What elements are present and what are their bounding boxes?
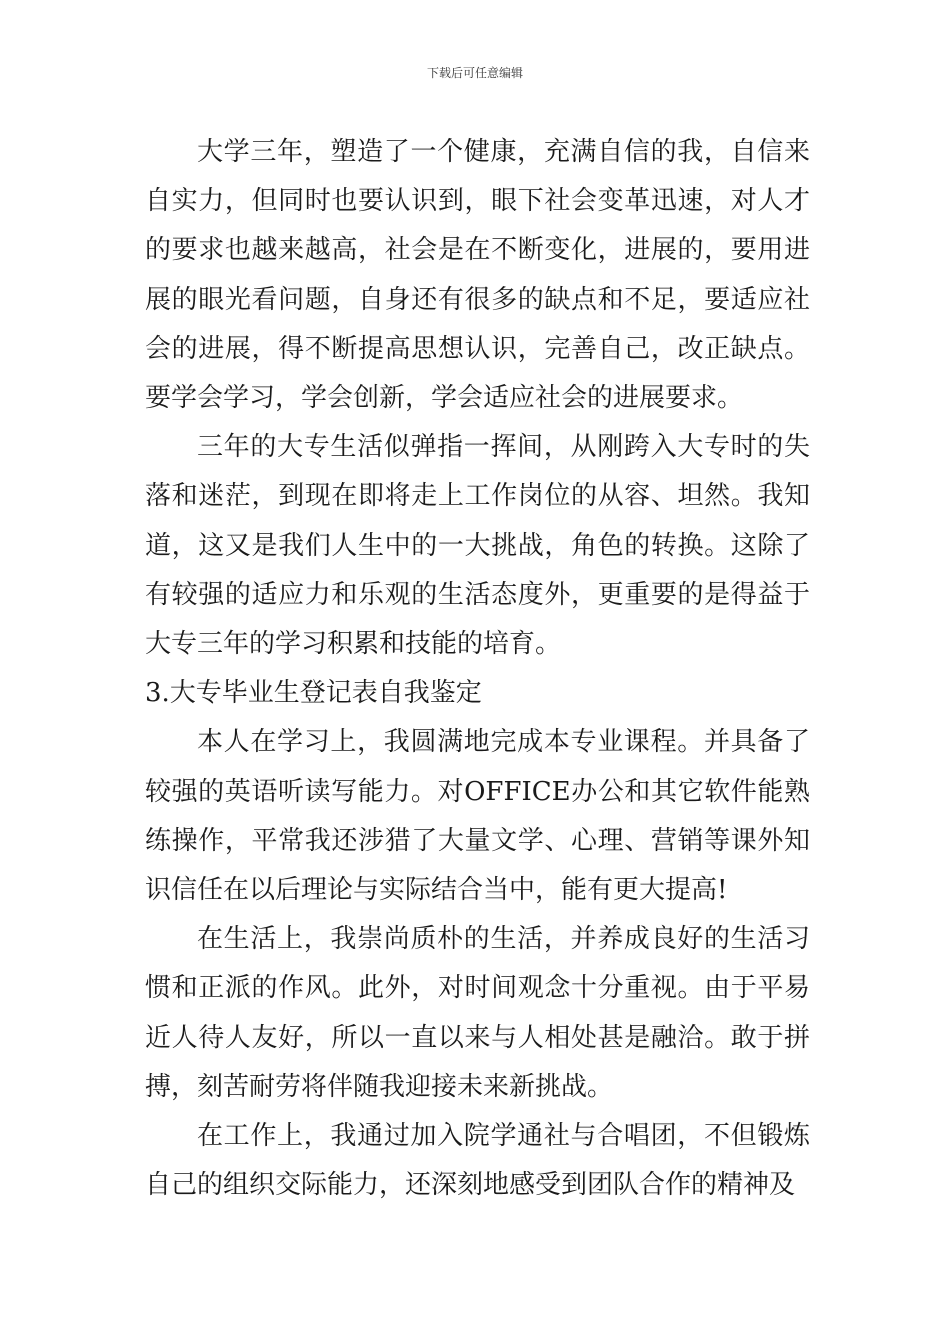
paragraph-study: 本人在学习上，我圆满地完成本专业课程。并具备了较强的英语听读写能力。对OFFICE办公和其它软件能熟练操作，平常我还涉猎了大量文学、心理、营销等课外知识信任在以后理论与实际结合当中，能有更大提高! [145, 727, 810, 906]
section-heading: 3.大专毕业生登记表自我鉴定 [145, 678, 482, 709]
paragraph-2: 三年的大专生活似弹指一挥间，从刚跨入大专时的失落和迷茫，到现在即将走上工作岗位的从容、坦然。我知道，这又是我们人生中的一大挑战，角色的转换。这除了有较强的适应力和乐观的生活态度外，更重要的是得益于大专三年的学习积累和技能的培育。 [145, 432, 810, 660]
paragraph-work: 在工作上，我通过加入院学通社与合唱团，不但锻炼自己的组织交际能力，还深刻地感受到团队合作的精神及 [145, 1121, 810, 1201]
document-body [145, 128, 810, 1210]
page-header: 下载后可任意编辑 [426, 66, 523, 80]
paragraph-1: 大学三年，塑造了一个健康，充满自信的我，自信来自实力，但同时也要认识到，眼下社会变革迅速，对人才的要求也越来越高，社会是在不断变化，进展的，要用进展的眼光看问题，自身还有很多的缺点和不足，要适应社会的进展，得不断提高思想认识，完善自己，改正缺点。要学会学习，学会创新，学会适应社会的进展要求。 [145, 137, 810, 414]
paragraph-life: 在生活上，我崇尚质朴的生活，并养成良好的生活习惯和正派的作风。此外，对时间观念十分重视。由于平易近人待人友好，所以一直以来与人相处甚是融洽。敢于拼搏，刻苦耐劳将伴随我迎接未来新挑战。 [145, 924, 810, 1102]
